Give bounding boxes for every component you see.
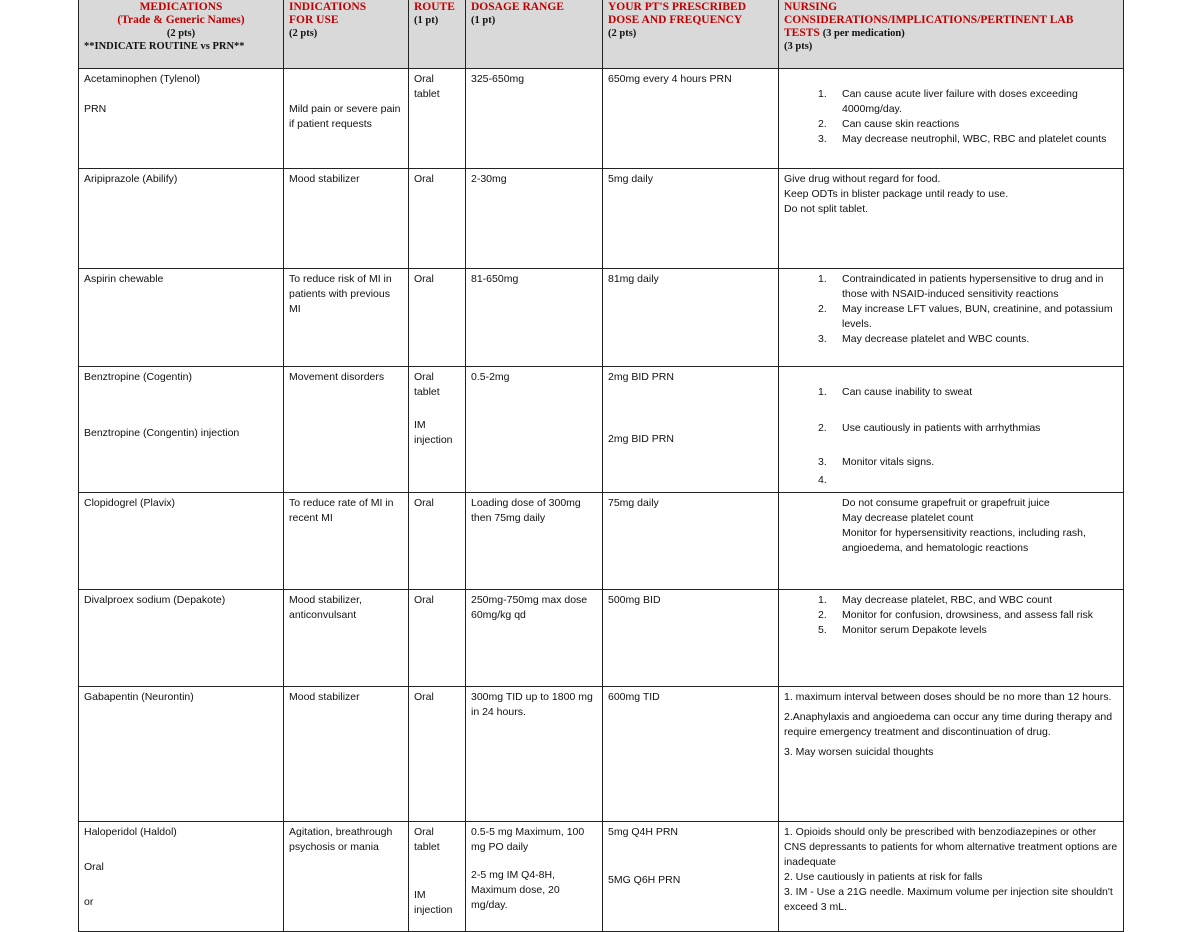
route-cell: Oral tablet [409,69,466,169]
medication-name-cell: Aripiprazole (Abilify) [79,169,284,269]
table-row [79,367,1124,493]
table-row [79,687,1124,822]
indication-cell: Mood stabilizer [284,169,409,269]
list-item: 1. Contraindicated in patients hypersensitive to drug and in those with NSAID-induced sensitivity reactions [818,273,1104,300]
dosage-cell: 250mg-750mg max dose 60mg/kg qd [466,590,603,687]
list-item: 3. Monitor vitals signs. [818,456,935,468]
dosage-cell: 300mg TID up to 1800 mg in 24 hours. [466,687,603,822]
indication-cell: Mood stabilizer, anticonvulsant [284,590,409,687]
dosage-cell: Loading dose of 300mg then 75mg daily [466,493,603,590]
prescribed-dose-cell: 5mg daily [603,169,779,269]
route-cell: Oral tablet IM injection [409,822,466,932]
medication-name-cell: Clopidogrel (Plavix) [79,493,284,590]
header-prescribed-dose: YOUR PT'S PRESCRIBED DOSE AND FREQUENCY (2 pts) [603,0,779,69]
table-row [79,822,1124,932]
route-cell: Oral [409,269,466,367]
route-cell: Oral [409,590,466,687]
list-item: 1. Can cause acute liver failure with doses exceeding 4000mg/day. [818,88,1078,115]
medication-name-cell: Divalproex sodium (Depakote) [79,590,284,687]
dosage-cell: 0.5-5 mg Maximum, 100 mg PO daily 2-5 mg IM Q4-8H, Maximum dose, 20 mg/day. [466,822,603,932]
nursing-cell: 1. Opioids should only be prescribed with benzodiazepines or other CNS depressants to patients for whom alternative treatment options are inadequate 2. Use cautiously in patients at risk for falls 3. IM - Use a 21G needle. Maximum volume per injection site shouldn't exceed 3 mL. [779,822,1124,932]
prescribed-dose-cell: 2mg BID PRN 2mg BID PRN [603,367,779,493]
table-row [79,590,1124,687]
prescribed-dose-cell: 500mg BID [603,590,779,687]
nursing-cell: Do not consume grapefruit or grapefruit juice May decrease platelet count Monitor for hypersensitivity reactions, including rash, angioedema, and hematologic reactions [779,493,1124,590]
prescribed-dose-cell: 600mg TID [603,687,779,822]
table-row [79,493,1124,590]
indication-cell: Mild pain or severe pain if patient requests [284,69,409,169]
header-medications: MEDICATIONS (Trade & Generic Names) (2 pts) **INDICATE ROUTINE vs PRN** [79,0,284,69]
nursing-cell [779,590,1124,687]
indication-cell: Movement disorders [284,367,409,493]
prescribed-dose-cell: 5mg Q4H PRN 5MG Q6H PRN [603,822,779,932]
medication-name-cell: Gabapentin (Neurontin) [79,687,284,822]
medication-name-cell: Benztropine (Cogentin) Benztropine (Congentin) injection [79,367,284,493]
prescribed-dose-cell: 650mg every 4 hours PRN [603,69,779,169]
indication-cell: To reduce rate of MI in recent MI [284,493,409,590]
table-row [79,169,1124,269]
nursing-cell [779,69,1124,169]
route-cell: Oral [409,493,466,590]
list-item: 2. Use cautiously in patients with arrhythmias [818,422,1041,434]
header-indications: INDICATIONS FOR USE (2 pts) [284,0,409,69]
list-item: 3. May decrease platelet and WBC counts. [818,333,1030,345]
list-item: 2. Can cause skin reactions [818,118,960,130]
route-cell: Oral [409,687,466,822]
dosage-cell: 2-30mg [466,169,603,269]
list-item: 2. May increase LFT values, BUN, creatinine, and potassium levels. [818,303,1113,330]
list-item: 1. Can cause inability to sweat [818,386,973,398]
list-item: 3. May decrease neutrophil, WBC, RBC and platelet counts [818,133,1107,145]
medication-name-cell: Haloperidol (Haldol) Oral or [79,822,284,932]
header-route: ROUTE (1 pt) [409,0,466,69]
medication-name-cell: Aspirin chewable [79,269,284,367]
header-nursing-considerations: NURSING CONSIDERATIONS/IMPLICATIONS/PERTINENT LAB TESTS (3 per medication) (3 pts) [779,0,1124,69]
table-row [79,269,1124,367]
route-cell: Oral [409,169,466,269]
prescribed-dose-cell: 75mg daily [603,493,779,590]
nursing-cell [779,269,1124,367]
dosage-cell: 0.5-2mg [466,367,603,493]
indication-cell: Agitation, breathrough psychosis or mania [284,822,409,932]
nursing-cell: Give drug without regard for food. Keep ODTs in blister package until ready to use. Do not split tablet. [779,169,1124,269]
list-item: 5. Monitor serum Depakote levels [818,624,987,636]
header-dosage-range: DOSAGE RANGE (1 pt) [466,0,603,69]
table-row [79,69,1124,169]
route-cell: Oral tablet IM injection [409,367,466,493]
list-item: 2. Monitor for confusion, drowsiness, and assess fall risk [818,609,1093,621]
medication-name-cell: Acetaminophen (Tylenol) PRN [79,69,284,169]
nursing-cell: 1. maximum interval between doses should be no more than 12 hours. 2.Anaphylaxis and angioedema can occur any time during therapy and require emergency treatment and discontinuation of drug. 3. May worsen suicidal thoughts [779,687,1124,822]
header-row [79,0,1124,69]
dosage-cell: 81-650mg [466,269,603,367]
medication-table [78,0,1124,932]
prescribed-dose-cell: 81mg daily [603,269,779,367]
nursing-cell: 1. Can cause inability to sweat 2. Use cautiously in patients with arrhythmias 3. Monitor vitals signs. 4. [779,367,1124,493]
dosage-cell: 325-650mg [466,69,603,169]
list-item: 1. May decrease platelet, RBC, and WBC count [818,594,1053,606]
indication-cell: Mood stabilizer [284,687,409,822]
indication-cell: To reduce risk of MI in patients with previous MI [284,269,409,367]
